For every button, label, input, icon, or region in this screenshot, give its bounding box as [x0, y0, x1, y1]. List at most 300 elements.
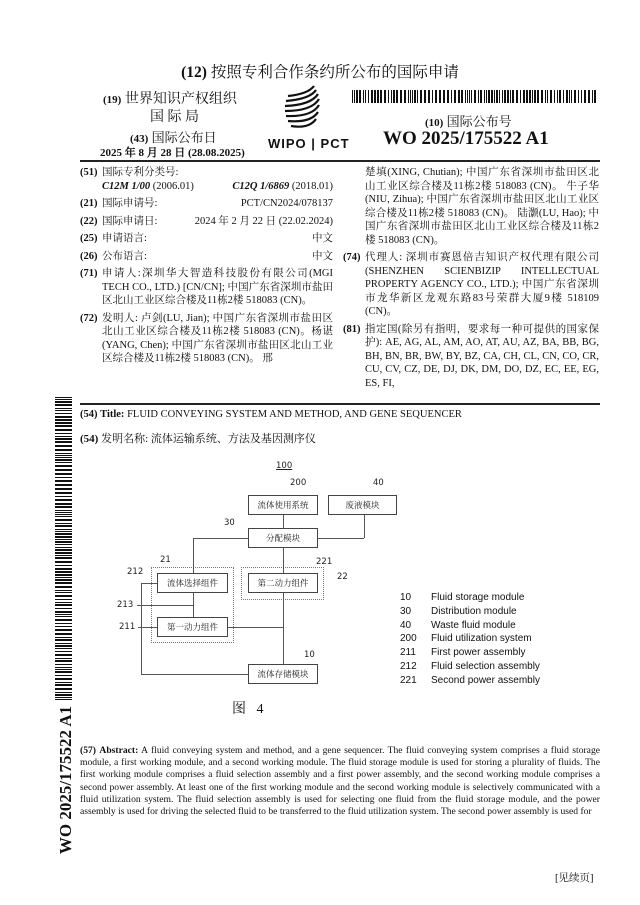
- code: (81): [343, 323, 361, 335]
- barcode-bar: [55, 586, 72, 588]
- label: 国际专利分类号:: [102, 167, 179, 178]
- legend-item: [400, 660, 540, 674]
- barcode-bar: [55, 544, 72, 545]
- connector: [141, 674, 248, 675]
- barcode-bar: [55, 547, 72, 548]
- barcode-bar: [55, 648, 72, 649]
- bureau: 国 际 局: [150, 110, 199, 125]
- barcode-bar: [55, 462, 72, 463]
- legend-text: Fluid selection assembly: [431, 660, 540, 672]
- label: 国际申请日:: [102, 215, 158, 227]
- barcode-bar: [55, 529, 72, 530]
- code: (54): [80, 409, 98, 420]
- code: (57): [80, 745, 96, 756]
- barcode-bar: [384, 90, 386, 103]
- barcode-bar: [55, 416, 72, 418]
- barcode-bar: [55, 568, 72, 570]
- barcode-bar: [55, 496, 72, 497]
- legend-number: 221: [400, 674, 417, 686]
- document-type: [0, 60, 640, 82]
- barcode-bar: [529, 90, 531, 103]
- barcode-bar: [428, 90, 430, 103]
- ref-100: 100: [276, 461, 293, 471]
- barcode-bar: [55, 552, 72, 554]
- barcode-bar: [55, 616, 72, 617]
- connector: [193, 593, 194, 617]
- code: (54): [80, 433, 99, 445]
- barcode-bar: [55, 410, 72, 411]
- ref-40: 40: [373, 478, 384, 488]
- abstract: [80, 745, 600, 818]
- vertical-barcode: [55, 397, 72, 700]
- value: 中文: [312, 250, 333, 262]
- barcode-bar: [55, 684, 72, 686]
- barcode-bar: [55, 401, 72, 403]
- barcode-bar: [55, 682, 72, 683]
- organization: [103, 88, 237, 108]
- field-25: [80, 232, 333, 246]
- barcode-bar: [55, 469, 72, 471]
- barcode-bar: [371, 90, 373, 103]
- barcode-bar: [55, 604, 72, 606]
- barcode-bar: [55, 667, 72, 668]
- reference-legend: [400, 591, 540, 688]
- box-fluid-selection-assembly: 流体选择组件: [157, 573, 228, 593]
- barcode-bar: [393, 90, 395, 103]
- barcode-bar: [523, 90, 525, 103]
- barcode-bar: [574, 90, 576, 103]
- connector: [193, 538, 248, 539]
- connector: [141, 583, 157, 584]
- barcode-bar: [55, 571, 72, 573]
- barcode-bar: [512, 90, 514, 103]
- barcode-bar: [55, 512, 72, 513]
- ref-213: 213: [117, 600, 134, 610]
- legend-text: Second power assembly: [431, 674, 540, 686]
- barcode-bar: [55, 574, 72, 576]
- barcode-bar: [563, 90, 564, 103]
- barcode-bar: [55, 619, 72, 621]
- continued-notice: [见续页]: [555, 873, 594, 884]
- barcode-bar: [55, 692, 72, 693]
- connector: [318, 538, 364, 539]
- legend-text: Fluid utilization system: [431, 633, 532, 645]
- wipo-pct-logo-text: WIPO | PCT: [268, 136, 350, 151]
- ipc-2: C12Q 1/6869: [232, 180, 290, 192]
- barcode-bar: [55, 525, 72, 527]
- barcode-bar: [55, 499, 72, 501]
- barcode-bar: [410, 90, 411, 103]
- abstract-text: A fluid conveying system and method, and a gene sequencer. The fluid conveying system comprises a fluid storage module, a first working module, and a second working module. The fluid storage module is used for storing a plurality of fluids. The first working module comprises a fluid selection assembly and a first power assembly, and the second working module comprises a second power assembly. At least one of the first working module and the second working module is selectively communicated with a fluid utilization system. The fluid selection assembly is used for selecting one fluid from the fluid storage module, and the power assembly is used for driving the selected fluid to be transferred to the fluid utilization system. The second power assembly is used for: [80, 745, 600, 818]
- barcode-bar: [55, 658, 72, 659]
- barcode-bar: [420, 90, 422, 103]
- barcode-bar: [443, 90, 445, 103]
- barcode-bar: [55, 429, 72, 431]
- bibliographic-right: [343, 166, 599, 390]
- barcode-bar: [494, 90, 495, 103]
- barcode-bar: [554, 90, 555, 103]
- barcode-bar: [55, 523, 72, 524]
- barcode-bar: [55, 465, 72, 467]
- label: 公布语言:: [102, 250, 147, 262]
- barcode-bar: [469, 90, 470, 103]
- barcode-bar: [55, 433, 72, 434]
- legend-number: 10: [400, 592, 412, 603]
- barcode-bar: [559, 90, 561, 103]
- section-divider: [80, 403, 600, 405]
- barcode-bar: [404, 90, 406, 103]
- legend-number: 211: [400, 647, 416, 659]
- barcode-bar: [55, 595, 72, 597]
- barcode-bar: [451, 90, 452, 103]
- box-distribution-module: 分配模块: [248, 528, 318, 548]
- doc-type-code: (12): [181, 64, 207, 81]
- barcode-bar: [545, 90, 546, 103]
- ipc-classes: [80, 180, 333, 194]
- barcode-bar: [55, 592, 72, 593]
- barcode-bar: [55, 541, 72, 543]
- wipo-logo-icon: [278, 84, 328, 134]
- barcode-bar: [55, 408, 72, 409]
- barcode-bar: [447, 90, 449, 103]
- barcode-bar: [55, 453, 72, 454]
- value: 中文: [312, 233, 333, 244]
- pub-date-label-text: 国际公布日: [151, 130, 217, 145]
- barcode-bar: [55, 694, 72, 696]
- barcode-bar: [363, 90, 364, 103]
- barcode-bar: [55, 643, 72, 644]
- header-divider: [80, 160, 600, 162]
- bibliographic-left: [80, 166, 333, 366]
- org-name: 世界知识产权组织: [124, 92, 237, 107]
- barcode-bar: [581, 90, 582, 103]
- barcode-bar: [55, 645, 72, 647]
- title-zh: [80, 430, 316, 446]
- ref-200: 200: [290, 478, 307, 488]
- barcode-bar: [588, 90, 590, 103]
- ipc-1: C12M 1/00: [102, 180, 151, 192]
- connector: [228, 627, 283, 628]
- doc-type-text: 按照专利合作条约所公布的国际申请: [210, 64, 459, 81]
- barcode-bar: [507, 90, 509, 103]
- barcode-bar: [55, 519, 72, 521]
- barcode-bar: [55, 477, 72, 478]
- barcode-bar: [55, 637, 72, 638]
- pub-date-code: (43): [130, 133, 149, 145]
- box-first-power-assembly: 第一动力组件: [157, 617, 228, 637]
- connector: [141, 583, 142, 674]
- barcode-bar: [55, 599, 72, 600]
- barcode-bar: [435, 90, 437, 103]
- legend-item: [400, 605, 540, 619]
- barcode-bar: [55, 533, 72, 535]
- pub-no-label-text: 国际公布号: [446, 114, 512, 129]
- barcode-bar: [496, 90, 498, 103]
- barcode-bar: [55, 425, 72, 427]
- barcode-bar: [352, 90, 353, 103]
- legend-number: 212: [400, 660, 417, 672]
- barcode-bar: [408, 90, 409, 103]
- barcode-bar: [55, 590, 72, 591]
- barcode-bar: [534, 90, 536, 103]
- barcode-bar: [478, 90, 479, 103]
- barcode-bar: [491, 90, 493, 103]
- barcode-bar: [55, 459, 72, 461]
- barcode-bar: [55, 516, 72, 517]
- legend-number: 40: [400, 619, 412, 631]
- barcode-bar: [55, 602, 72, 603]
- ipc-2-date: (2018.01): [291, 180, 333, 192]
- applicant: 申请人:深圳华大智造科技股份有限公司(MGI TECH CO., LTD.) [CN/CN]; 中国广东省深圳市盐田区北山工业区综合楼及11栋2楼 518083 (CN)。: [102, 268, 333, 306]
- legend-text: Waste fluid module: [431, 619, 516, 631]
- barcode-bar: [55, 399, 72, 400]
- pub-date: 2025 年 8 月 28 日 (28.08.2025): [100, 147, 245, 159]
- barcode-bar: [55, 510, 72, 511]
- legend-item: [400, 591, 540, 605]
- barcode-bar: [502, 90, 503, 103]
- legend-item: [400, 646, 540, 660]
- ipc-1-date: (2006.01): [152, 180, 194, 192]
- barcode-bar: [516, 90, 518, 103]
- ref-22: 22: [337, 572, 348, 582]
- barcode-bar: [537, 90, 539, 103]
- barcode-bar: [368, 90, 369, 103]
- label: Title:: [100, 409, 125, 420]
- legend-text: First power assembly: [431, 647, 526, 659]
- barcode-bar: [391, 90, 392, 103]
- barcode-bar: [454, 90, 456, 103]
- barcode-bar: [465, 90, 466, 103]
- connector: [283, 593, 284, 664]
- designated-states: 指定国(除另有指明，要求每一种可提供的国家保护): AE, AG, AL, AM, AO, AT, AU, AZ, BA, BB, BG, BH, BN, BR, BW, BY, BZ, CA, CH, CL, CN, CO, CR, CU, CV, CZ, DE, DJ, DK, DM, DO, DZ, EC, EE, EG, ES, FI,: [365, 323, 599, 389]
- barcode-bar: [55, 455, 72, 456]
- barcode-bar: [55, 503, 72, 505]
- barcode-bar: [504, 90, 506, 103]
- barcode-bar: [55, 565, 72, 566]
- barcode-bar: [388, 90, 389, 103]
- legend-item: [400, 632, 540, 646]
- code: (21): [80, 198, 98, 209]
- value: 2024 年 2 月 22 日 (22.02.2024): [194, 215, 333, 227]
- barcode-bar: [55, 531, 72, 532]
- field-71: [80, 267, 333, 308]
- barcode-bar: [55, 404, 72, 406]
- connector: [283, 548, 284, 573]
- barcode-bar: [400, 90, 402, 103]
- barcode-bar: [356, 90, 358, 103]
- label: 发明名称:: [101, 433, 149, 445]
- barcode-bar: [594, 90, 596, 103]
- barcode-bar: [510, 90, 511, 103]
- connector: [364, 515, 365, 538]
- barcode-bar: [55, 582, 72, 584]
- barcode-bar: [520, 90, 521, 103]
- code: (26): [80, 250, 98, 262]
- barcode-bar: [55, 651, 72, 652]
- barcode-bar: [365, 90, 366, 103]
- barcode-bar: [55, 675, 72, 676]
- barcode-bar: [55, 413, 72, 414]
- figure-caption: 图 4: [232, 702, 264, 717]
- barcode-bar: [569, 90, 570, 103]
- barcode-bar: [467, 90, 468, 103]
- title-text: FLUID CONVEYING SYSTEM AND METHOD, AND GENE SEQUENCER: [127, 409, 462, 420]
- barcode-bar: [55, 561, 72, 563]
- legend-number: 30: [400, 605, 412, 617]
- barcode-bar: [55, 422, 72, 424]
- barcode-bar: [55, 536, 72, 538]
- barcode-bar: [55, 654, 72, 656]
- side-publication-number: WO 2025/175522 A1: [56, 705, 75, 855]
- barcode-bar: [55, 457, 72, 458]
- barcode-bar: [354, 90, 355, 103]
- legend-item: [400, 674, 540, 688]
- leader-213: [137, 605, 193, 606]
- barcode-bar: [55, 669, 72, 670]
- barcode-bar: [592, 90, 593, 103]
- barcode-bar: [526, 90, 528, 103]
- agent: 代理人: 深圳市赛恩倍吉知识产权代理有限公司(SHENZHEN SCIENBIZIP INTELLECTUAL PROPERTY AGENCY CO., LTD.); 中国广东省深圳市龙华新区龙观东路83号荣群大厦9楼 518109 (CN)。: [365, 252, 599, 317]
- legend-number: 200: [400, 633, 417, 645]
- barcode-bar: [557, 90, 558, 103]
- barcode-bar: [424, 90, 426, 103]
- code: (71): [80, 268, 98, 279]
- barcode-bar: [417, 90, 418, 103]
- code: (72): [80, 312, 98, 324]
- barcode-bar: [55, 557, 72, 559]
- barcode-bar: [414, 90, 416, 103]
- box-waste-fluid-module: 废液模块: [328, 495, 397, 515]
- barcode-bar: [578, 90, 579, 103]
- barcode-bar: [55, 660, 72, 662]
- barcode: [352, 90, 598, 103]
- barcode-bar: [480, 90, 482, 103]
- barcode-bar: [547, 90, 548, 103]
- barcode-bar: [55, 633, 72, 635]
- barcode-bar: [412, 90, 413, 103]
- legend-text: Distribution module: [431, 605, 517, 617]
- barcode-bar: [55, 549, 72, 551]
- barcode-bar: [55, 664, 72, 665]
- barcode-bar: [55, 688, 72, 690]
- ref-21: 21: [160, 555, 171, 565]
- box-second-power-assembly: 第二动力组件: [248, 573, 318, 593]
- barcode-bar: [55, 678, 72, 680]
- barcode-bar: [55, 577, 72, 578]
- barcode-bar: [55, 697, 72, 698]
- barcode-bar: [461, 90, 463, 103]
- label: 申请语言:: [102, 233, 147, 244]
- barcode-bar: [471, 90, 472, 103]
- barcode-bar: [55, 671, 72, 673]
- barcode-bar: [541, 90, 543, 103]
- label: 国际申请号:: [102, 198, 158, 209]
- barcode-bar: [488, 90, 490, 103]
- barcode-bar: [55, 506, 72, 508]
- ref-212: 212: [127, 567, 144, 577]
- inventors: 发明人: 卢剑(LU, Jian); 中国广东省深圳市盐田区北山工业区综合楼及11栋2楼 518083 (CN)。杨谌(YANG, Chen); 中国广东省深圳市盐田区北山工业区综合楼及11栋2楼 518083 (CN)。 邢: [102, 312, 333, 364]
- barcode-bar: [584, 90, 586, 103]
- barcode-bar: [439, 90, 441, 103]
- barcode-bar: [55, 629, 72, 631]
- barcode-bar: [484, 90, 485, 103]
- title-en: [80, 409, 462, 420]
- barcode-bar: [55, 484, 72, 486]
- value: PCT/CN2024/078137: [240, 198, 333, 209]
- barcode-bar: [432, 90, 433, 103]
- label: Abstract:: [99, 745, 139, 756]
- barcode-bar: [55, 639, 72, 641]
- barcode-bar: [380, 90, 382, 103]
- barcode-bar: [55, 623, 72, 624]
- barcode-bar: [458, 90, 460, 103]
- box-fluid-utilization-system: 流体使用系统: [248, 495, 318, 515]
- barcode-bar: [55, 492, 72, 494]
- field-26: [80, 250, 333, 264]
- barcode-bar: [550, 90, 552, 103]
- barcode-bar: [55, 555, 72, 556]
- leader-211: [138, 627, 157, 628]
- field-81: [343, 323, 599, 391]
- barcode-bar: [486, 90, 487, 103]
- code: (74): [343, 252, 361, 263]
- title-text: 流体运输系统、方法及基因测序仪: [150, 433, 316, 445]
- barcode-bar: [396, 90, 398, 103]
- barcode-bar: [55, 626, 72, 627]
- field-74: [343, 251, 599, 319]
- barcode-bar: [359, 90, 361, 103]
- barcode-bar: [532, 90, 533, 103]
- barcode-bar: [55, 419, 72, 421]
- field-22: [80, 215, 333, 229]
- barcode-bar: [55, 614, 72, 615]
- barcode-bar: [55, 445, 72, 447]
- box-fluid-storage-module: 流体存储模块: [248, 664, 318, 684]
- connector: [193, 538, 194, 573]
- code: (51): [80, 167, 98, 178]
- barcode-bar: [55, 579, 72, 581]
- ref-10: 10: [304, 650, 315, 660]
- barcode-bar: [55, 397, 72, 398]
- barcode-bar: [474, 90, 476, 103]
- code: (22): [80, 215, 98, 227]
- barcode-bar: [374, 90, 376, 103]
- barcode-bar: [55, 514, 72, 515]
- barcode-bar: [55, 436, 72, 437]
- pub-no-code: (10): [425, 117, 444, 129]
- inventors-continued: 楚填(XING, Chutian); 中国广东省深圳市盐田区北山工业区综合楼及11栋2楼 518083 (CN)。 牛子华(NIU, Zihua); 中国广东省深圳市盐田区北山工业区综合楼及11栋2楼 518083 (CN)。 陆灏(LU, Hao); 中国广东省深圳市盐田区北山工业区综合楼及11栋2楼 518083 (CN)。: [365, 167, 599, 246]
- barcode-bar: [55, 438, 72, 440]
- barcode-bar: [566, 90, 568, 103]
- barcode-bar: [499, 90, 500, 103]
- ref-211: 211: [119, 622, 136, 632]
- barcode-bar: [55, 480, 72, 482]
- barcode-bar: [55, 539, 72, 540]
- barcode-bar: [55, 608, 72, 609]
- barcode-bar: [55, 449, 72, 451]
- ref-30: 30: [224, 518, 235, 528]
- legend-text: Fluid storage module: [431, 592, 525, 603]
- org-code: (19): [103, 94, 122, 106]
- barcode-bar: [55, 441, 72, 443]
- connector: [283, 515, 284, 528]
- barcode-bar: [55, 611, 72, 613]
- barcode-bar: [377, 90, 379, 103]
- field-21: [80, 197, 333, 211]
- code: (25): [80, 233, 98, 244]
- field-51: [80, 166, 333, 180]
- field-72: [80, 312, 333, 366]
